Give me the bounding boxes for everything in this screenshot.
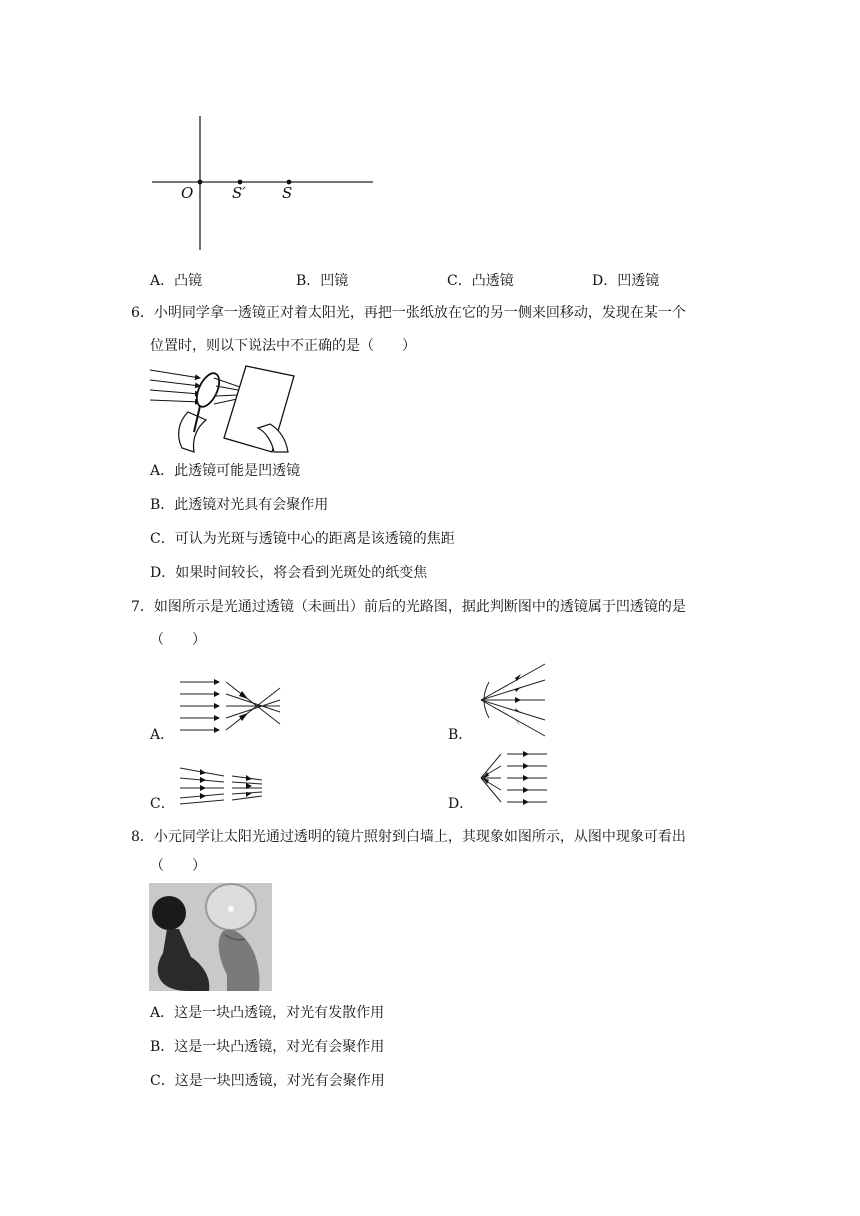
q7-label-b[interactable]: B． bbox=[448, 727, 473, 743]
q5-axis-diagram bbox=[140, 110, 390, 255]
q8-option-b[interactable]: B．这是一块凸透镜，对光有会聚作用 bbox=[150, 1039, 385, 1055]
q8-stem-line2: （ ） bbox=[150, 858, 206, 874]
q5-option-d[interactable]: D．凹透镜 bbox=[592, 273, 660, 289]
q7-stem-line1: 7．如图所示是光通过透镜（未画出）前后的光路图，据此判断图中的透镜属于凹透镜的是 bbox=[131, 599, 686, 615]
q8-option-c[interactable]: C．这是一块凹透镜，对光有会聚作用 bbox=[150, 1073, 385, 1089]
q6-option-a[interactable]: A．此透镜可能是凹透镜 bbox=[150, 463, 301, 479]
q5-origin-label: O bbox=[181, 184, 194, 202]
q7-figure-b bbox=[475, 660, 550, 740]
q6-stem-line1: 6．小明同学拿一透镜正对着太阳光，再把一张纸放在它的另一侧来回移动，发现在某一个 bbox=[131, 305, 686, 321]
q7-stem-line2: （ ） bbox=[150, 632, 206, 648]
q6-option-b[interactable]: B．此透镜对光具有会聚作用 bbox=[150, 497, 329, 513]
q7-label-d[interactable]: D． bbox=[448, 796, 474, 812]
q5-image-label: S′ bbox=[232, 184, 246, 202]
q6-lens-paper-figure bbox=[148, 362, 298, 454]
q7-figure-c bbox=[176, 764, 266, 806]
q5-source-label: S bbox=[282, 184, 293, 202]
q7-figure-d bbox=[475, 748, 550, 808]
q7-label-a[interactable]: A． bbox=[150, 727, 175, 743]
q8-lens-photo bbox=[149, 883, 272, 991]
q5-option-a[interactable]: A．凸镜 bbox=[150, 273, 203, 289]
q5-option-b[interactable]: B．凹镜 bbox=[296, 273, 349, 289]
q6-option-c[interactable]: C．可认为光斑与透镜中心的距离是该透镜的焦距 bbox=[150, 531, 455, 547]
q5-option-c[interactable]: C．凸透镜 bbox=[447, 273, 514, 289]
q8-option-a[interactable]: A．这是一块凸透镜，对光有发散作用 bbox=[150, 1005, 385, 1021]
q7-figure-a bbox=[176, 674, 286, 739]
q6-stem-line2: 位置时，则以下说法中不正确的是（ ） bbox=[150, 338, 416, 354]
q6-option-d[interactable]: D．如果时间较长，将会看到光斑处的纸变焦 bbox=[150, 565, 428, 581]
q7-label-c[interactable]: C． bbox=[150, 796, 175, 812]
q8-stem-line1: 8．小元同学让太阳光通过透明的镜片照射到白墙上，其现象如图所示，从图中现象可看出 bbox=[131, 829, 686, 845]
